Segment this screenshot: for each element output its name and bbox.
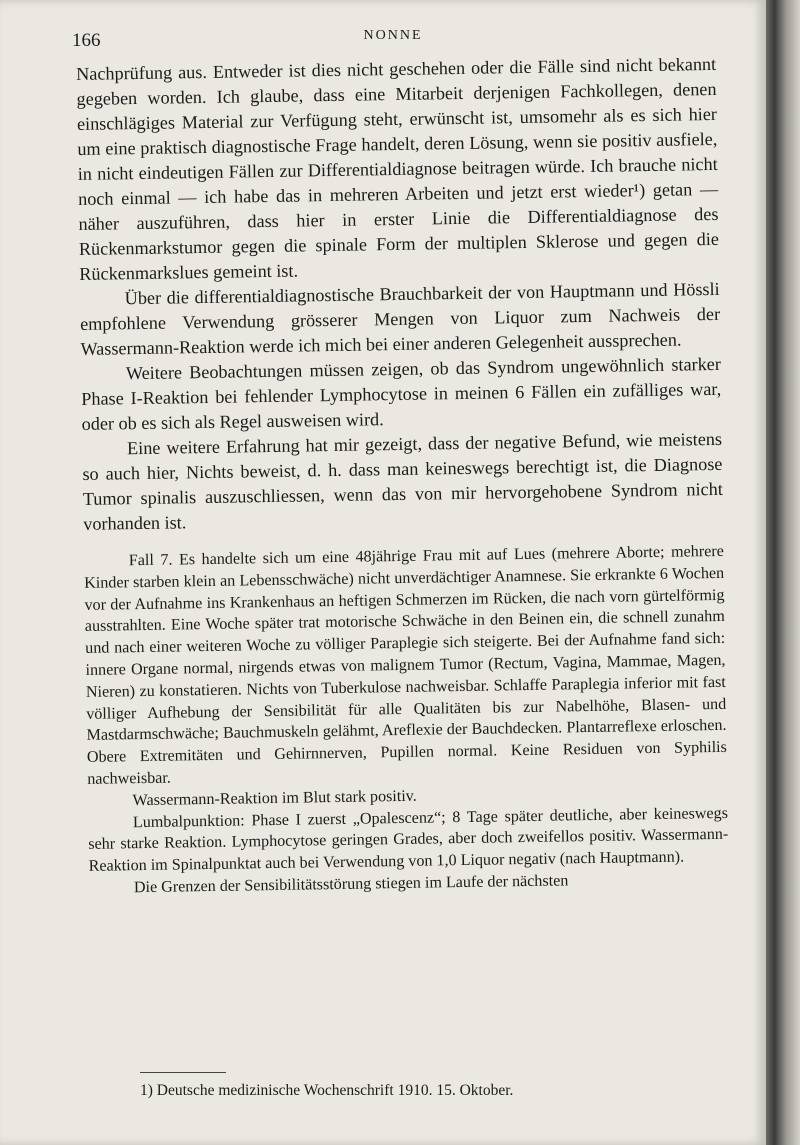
page-header — [72, 26, 714, 56]
page-number: 166 — [72, 30, 101, 51]
case-paragraph: Die Grenzen der Sensibilitätsstörung stiegen im Laufe der nächsten — [133, 872, 569, 897]
body-paragraph: Eine weitere Erfahrung hat mir gezeigt, dass der negative Befund, wie meistens so auch hier, Nichts beweist, d. h. dass man keineswegs berechtigt ist, die Diagnose Tumor spinalis auszuschliessen, wenn das von mir hervorgehobene Syndrom nicht vorhanden ist. — [82, 428, 723, 534]
body-paragraph: Über die differentialdiagnostische Brauchbarkeit der von Hauptmann und Hössli empfohlene Verwendung grösserer Mengen von Liquor zum Nachweis der Wassermann-Reaktion werde ich mich bei einer anderen Gelegenheit aussprechen. — [79, 278, 721, 359]
running-title: NONNE — [363, 28, 423, 43]
case-paragraph: Wassermann-Reaktion im Blut stark positiv. — [132, 787, 417, 809]
book-gutter — [766, 0, 800, 1145]
footnote-rule — [140, 1072, 226, 1073]
body-paragraph: Nachprüfung aus. Entweder ist dies nicht geschehen oder die Fälle sind nicht bekannt gegeben worden. Ich glaube, dass eine Mitarbeit derjenigen Fachkollegen, denen einschlägiges Material zur Verfügung steht, erwünscht ist, umsomehr als es sich hier um eine praktisch diagnostische Frage handelt, deren Lösung, wenn sie positiv ausfiele, in nicht eindeutigen Fällen zur Differentialdiagnose beitragen würde. Ich brauche nicht noch einmal — ich habe das in mehreren Arbeiten und jetzt erst wieder¹) getan — näher auszuführen, dass hier in erster Linie die Differentialdiagnose des Rückenmarkstumor gegen die spinale Form der multiplen Sklerose und gegen die Rückenmarkslues gemeint ist. — [76, 53, 720, 284]
page-body — [76, 52, 729, 900]
case-paragraph: Lumbalpunktion: Phase I zuerst „Opalescenz“; 8 Tage später deutliche, aber keineswegs sehr starke Reaktion. Lymphocytose geringen Grades, aber doch zweifellos positiv. Wassermann-Reaktion im Spinalpunktat auch bei Verwendung von 1,0 Liquor negativ (nach Hauptmann). — [88, 804, 729, 876]
body-paragraph: Weitere Beobachtungen müssen zeigen, ob das Syndrom ungewöhnlich starker Phase I-Reaktion bei fehlender Lymphocytose in meinen 6 Fällen ein zufälliges war, oder ob es sich als Regel ausweisen wird. — [81, 353, 722, 434]
case-paragraph: Fall 7. Es handelte sich um eine 48jährige Frau mit auf Lues (mehrere Aborte; mehrere Kinder starben klein an Lebensschwäche) nicht unverdächtiger Anamnese. Sie erkrankte 6 Wochen vor der Aufnahme ins Krankenhaus an heftigen Schmerzen im Rücken, die nach vorn gürtelförmig ausstrahlten. Eine Woche später trat motorische Schwäche in den Beinen ein, die schnell zunahm und nach einer weiteren Woche zu völliger Paraplegie sich steigerte. Bei der Aufnahme fand sich: innere Organe normal, nirgends etwas von malignem Tumor (Rectum, Vagina, Mammae, Magen, Nieren) zu konstatieren. Nichts von Tuberkulose nachweisbar. Schlaffe Paraplegia inferior mit fast völliger Aufhebung der Sensibilität für alle Qualitäten bis zur Nabelhöhe, Blasen- und Mastdarmschwäche; Bauchmuskeln gelähmt, Areflexie der Bauchdecken. Plantarreflexe erloschen. Obere Extremitäten und Gehirnnerven, Pupillen normal. Keine Residuen von Syphilis nachweisbar. — [84, 542, 727, 788]
footnote: 1) Deutsche medizinische Wochenschrift 1910. 15. Oktober. — [140, 1082, 514, 1099]
